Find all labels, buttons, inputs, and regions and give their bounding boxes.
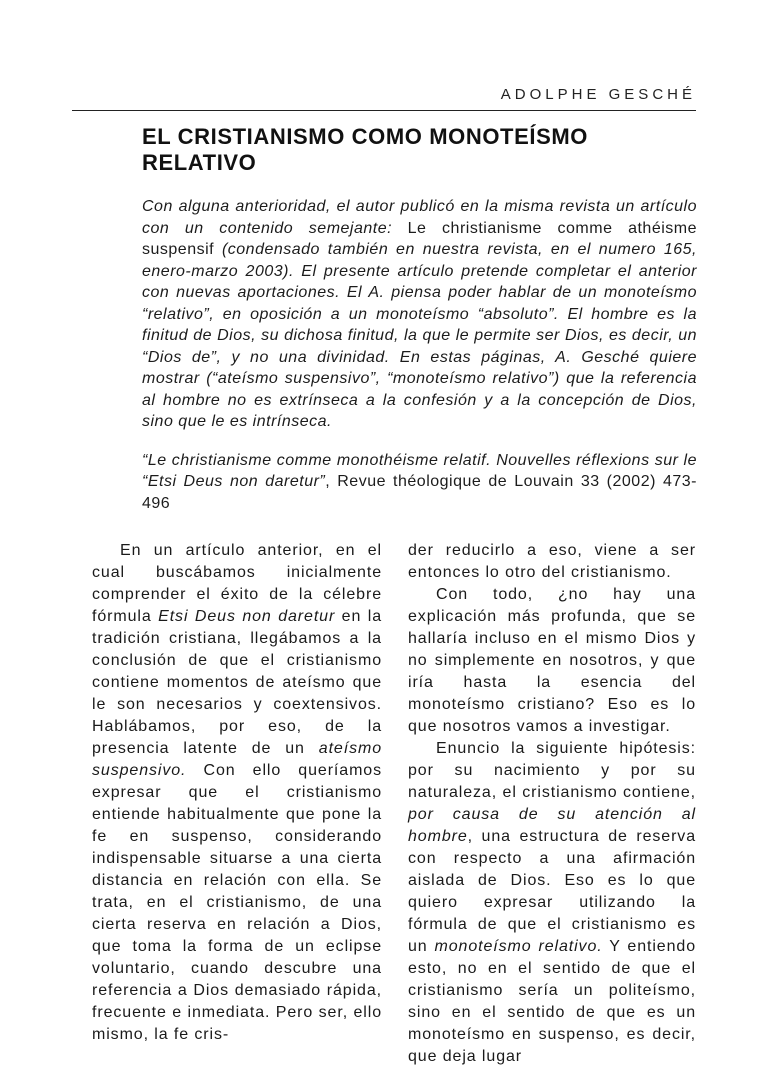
body-italic-text: Etsi Deus non daretur <box>158 608 336 625</box>
abstract-paragraph <box>142 196 697 433</box>
body-paragraph-continued: der reducirlo a eso, viene a ser entonces lo otro del cristianismo. <box>408 542 696 581</box>
body-paragraph: Con todo, ¿no hay una explicación más profunda, que se hallaría incluso en el mismo Dios y no simplemente en nosotros, y que iría hasta la esencia del monoteísmo cristiano? Eso es lo que nosotros vamos a investigar. <box>408 586 696 735</box>
source-reference <box>142 450 697 515</box>
header-rule <box>72 110 696 111</box>
running-head-author: ADOLPHE GESCHÉ <box>500 86 696 103</box>
body-text: , una estructura de reserva con respecto a una afirmación aislada de Dios. Eso es lo que quiero expresar utilizando la fórmula de que el cristianismo es un <box>408 828 696 955</box>
body-column-left <box>92 540 382 1046</box>
body-text: Enuncio la siguiente hipótesis: por su nacimiento y por su naturaleza, el cristianismo contiene, <box>408 740 696 801</box>
body-text: En un artículo anterior, en el cual buscábamos inicialmente comprender el éxito de la célebre fórmula <box>92 542 382 625</box>
article-title <box>142 124 702 176</box>
body-paragraph <box>92 540 382 1046</box>
body-text: Y entiendo esto, no en el sentido de que el cristianismo sería un politeísmo, sino en el sentido de que es un monoteísmo en suspenso, es decir, que deja lugar <box>408 938 696 1065</box>
body-paragraph <box>408 738 696 1068</box>
body-italic-text: monoteísmo relativo. <box>434 938 603 955</box>
title-line-1: EL CRISTIANISMO COMO MONOTEÍSMO <box>142 124 588 149</box>
body-italic-text: por causa de su atención al hombre <box>408 806 696 845</box>
body-text: Con ello queríamos expresar que el cristianismo entiende habitualmente que pone la fe en suspenso, considerando indispensable situarse a una cierta distancia en relación con ella. Se trata, en el cristianismo, de una cierta reserva en relación a Dios, que toma la forma de un eclipse voluntario, cuando descubre una referencia a Dios demasiado rápida, frecuente e inmediata. Pero ser, ello mismo, la fe cris- <box>92 762 382 1043</box>
source-journal: , Revue théologique de Louvain 33 (2002) 473-496 <box>142 473 698 512</box>
body-column-right <box>408 540 696 1068</box>
body-text: en la tradición cristiana, llegábamos a la conclusión de que el cristianismo contiene momentos de ateísmo que le son necesarios y coextensivos. Hablábamos, por eso, de la presencia latente de un <box>92 608 383 757</box>
source-title: “Le christianisme comme monothéisme relatif. Nouvelles réflexions sur le “Etsi Deus non daretur” <box>142 451 697 490</box>
abstract-intro: Con alguna anterioridad, el autor publicó en la misma revista un artículo con un contenido semejante: <box>142 198 697 237</box>
title-line-2: RELATIVO <box>142 150 257 175</box>
abstract-summary: (condensado también en nuestra revista, en el numero 165, enero-marzo 2003). El presente artículo pretende completar el anterior con nuevas aportaciones. El A. piensa poder hablar de un monoteísmo “relativo”, en oposición a un monoteísmo “absoluto”. El hombre es la finitud de Dios, su dichosa finitud, la que le permite ser Dios, es decir, un “Dios de”, y no una divinidad. En estas páginas, A. Gesché quiere mostrar (“ateísmo suspensivo”, “monoteísmo relativo”) que la referencia al hombre no es extrínseca a la confesión y a la concepción de Dios, sino que le es intrínseca. <box>142 241 697 430</box>
body-italic-text: ateísmo suspensivo. <box>92 740 382 779</box>
abstract <box>142 196 697 531</box>
cited-title: Le christianisme comme athéisme suspensif <box>142 219 697 258</box>
